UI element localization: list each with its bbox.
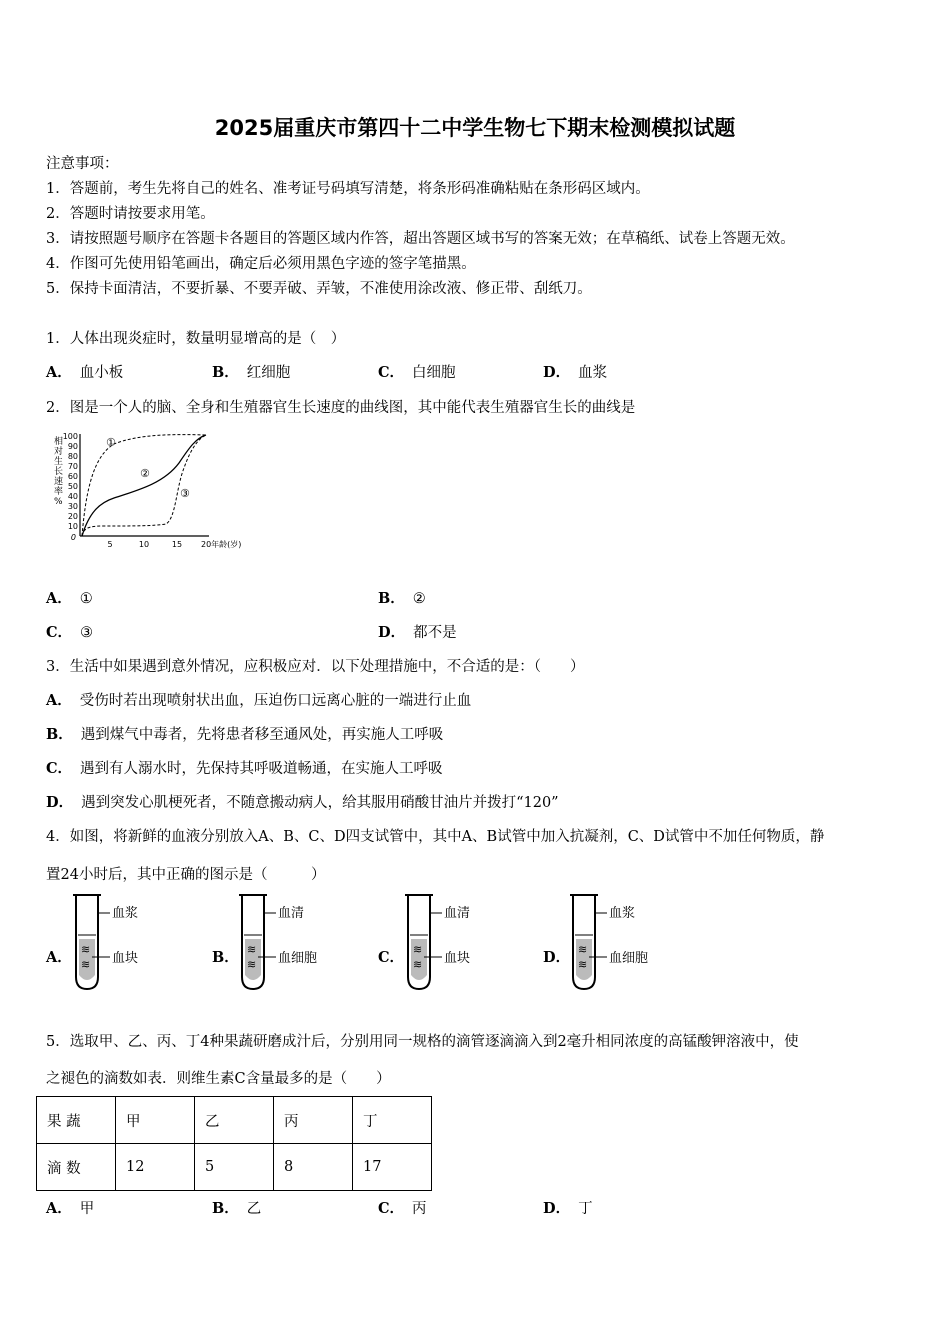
table-cell: 5 [195, 1144, 274, 1191]
q4-option-d-letter: D． [543, 949, 571, 966]
q1-option-a: A． 血小板 [46, 364, 124, 381]
chart-ylabel-6: % [54, 497, 63, 507]
test-tube-b [236, 893, 336, 993]
x-end-label: 20年龄(岁) [201, 540, 242, 549]
svg-text:≋: ≋ [81, 943, 91, 956]
curve-label-2: ② [140, 467, 150, 480]
table-header-cell: 丁 [353, 1097, 432, 1144]
q2-stem: 2．图是一个人的脑、全身和生殖器官生长速度的曲线图，其中能代表生殖器官生长的曲线是 [46, 400, 636, 416]
page-title: 2025届重庆市第四十二中学生物七下期末检测模拟试题 [214, 116, 736, 140]
chart-ylabel-2: 生 [54, 457, 64, 467]
tube-a-bottom-label: 血块 [112, 951, 139, 966]
q1-stem: 1．人体出现炎症时，数量明显增高的是（ ） [46, 331, 346, 347]
q4-stem-line2: 置24小时后，其中正确的图示是（ ） [46, 867, 326, 883]
x-tick: 5 [107, 540, 113, 549]
y-tick: 60 [67, 472, 78, 481]
notice-item: 3．请按照题号顺序在答题卡各题目的答题区域内作答，超出答题区域书写的答案无效；在草稿纸、试卷上答题无效。 [46, 231, 795, 247]
q4-option-c-letter: C． [378, 949, 405, 966]
table-row [37, 1144, 432, 1191]
chart-ylabel-1: 对 [54, 447, 64, 457]
test-tube-c [402, 893, 492, 993]
growth-curve-chart [44, 428, 264, 552]
table-cell: 17 [353, 1144, 432, 1191]
q5-stem-line1: 5．选取甲、乙、丙、丁4种果蔬研磨成汁后，分别用同一规格的滴管逐滴滴入到2毫升相同浓度的高锰酸钾溶液中，使 [46, 1034, 799, 1050]
svg-text:≋: ≋ [81, 958, 91, 971]
q3-option-c: C． 遇到有人溺水时，先保持其呼吸道畅通，在实施人工呼吸 [46, 760, 443, 777]
table-cell: 滴 数 [37, 1144, 116, 1191]
y-tick: 50 [67, 482, 78, 491]
notice-item: 2．答题时请按要求用笔。 [46, 206, 215, 222]
tube-d-bottom-label: 血细胞 [609, 951, 649, 966]
q2-option-d: D． 都不是 [378, 624, 457, 641]
q5-stem-line2: 之褪色的滴数如表．则维生素C含量最多的是（ ） [46, 1071, 391, 1087]
q3-option-d: D． 遇到突发心肌梗死者，不随意搬动病人，给其服用硝酸甘油片并拨打“120” [46, 794, 559, 811]
q5-option-d: D． 丁 [543, 1200, 593, 1217]
curve-2 [82, 435, 206, 536]
curve-label-3: ③ [180, 487, 190, 500]
svg-text:≋: ≋ [413, 943, 423, 956]
q5-option-b: B． 乙 [212, 1200, 262, 1217]
y-tick: 0 [70, 533, 76, 542]
svg-text:≋: ≋ [413, 958, 423, 971]
curve-1 [82, 435, 206, 536]
y-tick: 100 [62, 432, 78, 441]
y-tick: 40 [67, 492, 78, 501]
y-tick: 20 [67, 512, 78, 521]
q2-option-c: C． ③ [46, 624, 94, 641]
q5-option-c: C． 丙 [378, 1200, 427, 1217]
tube-c-top-label: 血清 [444, 906, 471, 921]
chart-ylabel-5: 率 [54, 487, 64, 497]
q1-option-b: B． 红细胞 [212, 364, 291, 381]
y-tick: 30 [67, 502, 78, 511]
q3-option-a: A． 受伤时若出现喷射状出血，压迫伤口远离心脏的一端进行止血 [46, 692, 472, 709]
table-header-cell: 果 蔬 [37, 1097, 116, 1144]
notice-heading: 注意事项： [46, 156, 119, 172]
table-header-cell: 丙 [274, 1097, 353, 1144]
tube-c-bottom-label: 血块 [444, 951, 471, 966]
q3-stem: 3．生活中如果遇到意外情况，应积极应对．以下处理措施中，不合适的是：（ ） [46, 659, 585, 675]
q4-stem-line1: 4．如图，将新鲜的血液分别放入A、B、C、D四支试管中，其中A、B试管中加入抗凝剂，C、D试管中不加任何物质，静 [46, 829, 825, 845]
q2-option-b: B． ② [378, 590, 426, 607]
tube-b-top-label: 血清 [278, 906, 305, 921]
y-tick: 80 [67, 452, 78, 461]
table-cell: 12 [116, 1144, 195, 1191]
table-row [37, 1097, 432, 1144]
test-tube-a [70, 893, 160, 993]
chart-ylabel-4: 速 [54, 477, 64, 487]
notice-item: 5．保持卡面清洁，不要折暴、不要弄破、弄皱，不准使用涂改液、修正带、刮纸刀。 [46, 281, 592, 297]
y-tick: 10 [67, 522, 78, 531]
q4-option-a-letter: A． [46, 949, 72, 966]
table-header-cell: 甲 [116, 1097, 195, 1144]
notice-item: 1．答题前，考生先将自己的姓名、准考证号码填写清楚，将条形码准确粘贴在条形码区域内。 [46, 181, 650, 197]
table-cell: 8 [274, 1144, 353, 1191]
q1-option-c: C． 白细胞 [378, 364, 456, 381]
tube-a-top-label: 血浆 [112, 906, 139, 921]
q3-option-b: B． 遇到煤气中毒者，先将患者移至通风处，再实施人工呼吸 [46, 726, 444, 743]
chart-ylabel-0: 相 [54, 437, 64, 447]
tube-d-top-label: 血浆 [609, 906, 636, 921]
x-tick: 15 [171, 540, 183, 549]
q1-option-d: D． 血浆 [543, 364, 608, 381]
chart-ylabel-3: 长 [54, 467, 64, 477]
tube-b-bottom-label: 血细胞 [278, 951, 318, 966]
y-tick: 90 [67, 442, 78, 451]
notice-item: 4．作图可先使用铅笔画出，确定后必须用黑色字迹的签字笔描黑。 [46, 256, 476, 272]
svg-text:≋: ≋ [578, 943, 588, 956]
q5-option-a: A． 甲 [46, 1200, 95, 1217]
svg-text:≋: ≋ [247, 943, 257, 956]
fruit-drop-table [36, 1096, 432, 1191]
curve-label-1: ① [106, 436, 116, 449]
test-tube-d [567, 893, 667, 993]
q2-option-a: A． ① [46, 590, 93, 607]
x-tick: 10 [138, 540, 150, 549]
table-header-cell: 乙 [195, 1097, 274, 1144]
q4-option-b-letter: B． [212, 949, 239, 966]
svg-text:≋: ≋ [578, 958, 588, 971]
svg-text:≋: ≋ [247, 958, 257, 971]
y-tick: 70 [67, 462, 78, 471]
